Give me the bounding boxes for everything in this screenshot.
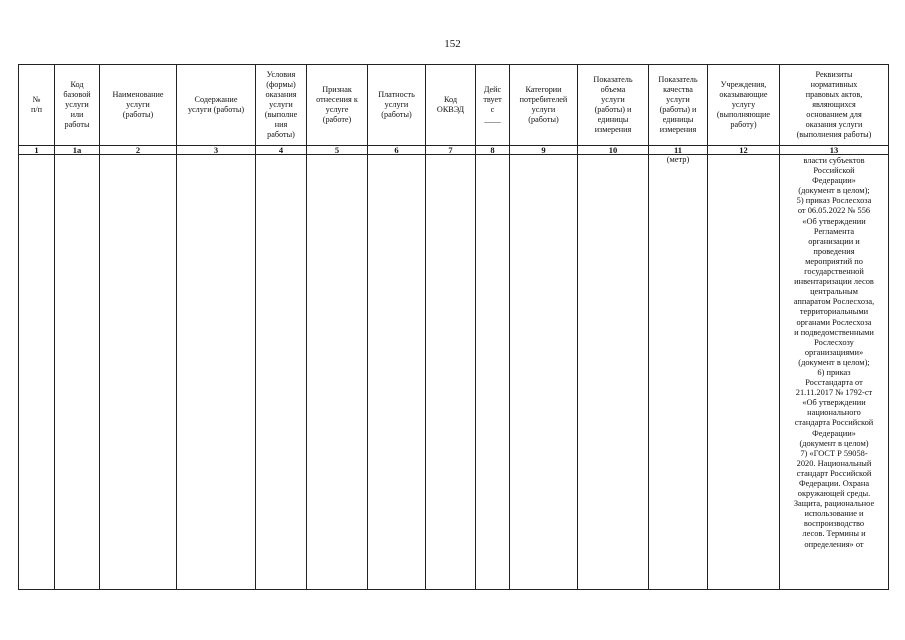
cell-text-line: стандарт Российской — [796, 468, 872, 478]
column-header-line: оказания услуги — [805, 120, 863, 129]
cell-text-line: территориальными — [799, 307, 869, 317]
column-header-line: (работы) — [122, 110, 154, 119]
column-header-13 — [780, 65, 889, 146]
column-header-line: ОКВЭД — [436, 105, 465, 114]
cell-text-line: органами Рослесхоза — [796, 317, 872, 327]
cell-text-line: воспроизводство — [803, 519, 865, 529]
cell-text-line: национального — [807, 408, 861, 418]
column-header-line: правовых актов, — [805, 90, 863, 99]
column-header-3 — [177, 65, 256, 146]
cell-text-line: Росстандарта от — [805, 378, 863, 388]
cell-text-line: использование и — [804, 509, 864, 519]
cell-text-line: (документ в целом) — [799, 438, 869, 448]
cell-text-line: Российской — [813, 166, 855, 176]
column-header-7 — [426, 65, 476, 146]
cell-text-line: Регламента — [813, 226, 855, 236]
column-header-line: (формы) — [266, 80, 296, 89]
column-header-line: работы) — [267, 130, 295, 139]
cell-text-line: 6) приказ — [817, 367, 851, 377]
column-header-line: п/п — [30, 105, 43, 114]
table-row — [19, 155, 889, 590]
column-header-line: Платность — [378, 90, 415, 99]
column-header-line: Код — [70, 80, 84, 89]
cell-text-line: (документ в целом); — [798, 357, 870, 367]
column-header-line: услуги — [601, 95, 625, 104]
column-header-5 — [307, 65, 368, 146]
cell-text-line: «Об утверждении — [802, 398, 866, 408]
column-header-line: Содержание — [194, 95, 238, 104]
column-header-line: (выполнения работы) — [796, 130, 872, 139]
column-header-line: Наименование — [112, 90, 164, 99]
column-header-2 — [100, 65, 177, 146]
cell-text-line: «Об утверждении — [802, 216, 866, 226]
column-header-line: (работы) и — [659, 105, 697, 114]
column-header-line: единицы — [597, 115, 629, 124]
column-header-line: оказания — [265, 90, 297, 99]
column-number: 9 — [510, 146, 578, 155]
column-header-line: услуги (работы) — [187, 105, 245, 114]
header-row — [19, 65, 889, 146]
cell-3 — [177, 155, 256, 590]
column-header-6 — [368, 65, 426, 146]
column-header-line: единицы — [662, 115, 694, 124]
column-header-line: или — [70, 110, 84, 119]
page-number: 152 — [444, 38, 461, 50]
cell-text-line: и подведомственными — [794, 327, 874, 337]
cell-text-line: Защита, рациональное — [793, 499, 875, 509]
column-header-10 — [578, 65, 649, 146]
column-number: 1 — [19, 146, 55, 155]
services-table — [18, 64, 889, 590]
column-number: 6 — [368, 146, 426, 155]
cell-8 — [476, 155, 510, 590]
column-number-row — [19, 146, 889, 155]
cell-5 — [307, 155, 368, 590]
cell-text-line: лесов. Термины и — [802, 529, 866, 539]
column-number: 4 — [256, 146, 307, 155]
column-header-9 — [510, 65, 578, 146]
column-header-line: твует — [483, 95, 502, 104]
column-header-line: (работе) — [322, 115, 352, 124]
column-header-line: услугу — [731, 100, 756, 109]
column-header-n — [19, 65, 55, 146]
cell-text-line: организации и — [808, 236, 860, 246]
column-header-line: отнесения к — [316, 95, 358, 104]
cell-9 — [510, 155, 578, 590]
column-header-line: работы — [64, 120, 90, 129]
column-header-line: объема — [600, 85, 626, 94]
cell-text-line: Федерации» — [812, 428, 856, 438]
cell-text-line: власти субъектов — [803, 156, 865, 165]
column-header-line: (выполне — [264, 110, 298, 119]
column-header-line: оказывающие — [719, 90, 768, 99]
column-header-line: услуги — [269, 100, 293, 109]
cell-12 — [708, 155, 780, 590]
column-header-line: услуги — [384, 100, 409, 109]
column-number: 12 — [708, 146, 780, 155]
cell-text-line: Федерации. Охрана — [798, 479, 870, 488]
column-header-4 — [256, 65, 307, 146]
column-header-line: услуги — [126, 100, 150, 109]
column-header-line: Условия — [266, 70, 296, 79]
cell-text-line: организациями» — [804, 347, 864, 357]
column-header-line: (выполняющие — [716, 110, 771, 119]
cell-text-line: инвентаризации лесов — [794, 277, 874, 287]
column-header-line: № — [32, 95, 41, 104]
cell-2 — [100, 155, 177, 590]
column-number: 5 — [307, 146, 368, 155]
cell-11 — [649, 155, 708, 590]
column-number: 3 — [177, 146, 256, 155]
cell-text-line: окружающей среды. — [797, 489, 871, 499]
column-header-line: услуге — [325, 105, 349, 114]
cell-text-line: Федерации» — [812, 176, 856, 186]
column-number: 2 — [100, 146, 177, 155]
column-number: 7 — [426, 146, 476, 155]
cell-text-line: 21.11.2017 № 1792-ст — [795, 388, 873, 398]
column-number: 10 — [578, 146, 649, 155]
column-header-line: потребителей — [519, 95, 568, 104]
column-number: 1а — [55, 146, 100, 155]
cell-text-line: аппаратом Рослесхоза, — [793, 297, 875, 307]
cell-4 — [256, 155, 307, 590]
cell-text-line: проведения — [813, 246, 855, 256]
column-header-1a — [55, 65, 100, 146]
column-header-line: услуги — [65, 100, 89, 109]
column-header-12 — [708, 65, 780, 146]
cell-7 — [426, 155, 476, 590]
column-header-line: Учреждения, — [720, 80, 767, 89]
column-header-line: услуги — [666, 95, 690, 104]
column-header-line: Дейс — [483, 85, 502, 94]
column-header-line: Реквизиты — [815, 70, 853, 79]
column-header-line: Показатель — [593, 75, 633, 84]
column-header-line: являющихся — [812, 100, 856, 109]
column-header-line: услуги — [531, 105, 556, 114]
column-header-line: измерения — [594, 125, 632, 134]
cell-text-line: (документ в целом); — [798, 186, 870, 196]
column-header-line: с — [490, 105, 495, 114]
cell-text-line: 5) приказ Рослесхоза — [796, 196, 872, 206]
cell-10 — [578, 155, 649, 590]
column-header-line: измерения — [659, 125, 697, 134]
column-header-line: Показатель — [658, 75, 698, 84]
column-header-8 — [476, 65, 510, 146]
cell-text-line: стандарта Российской — [794, 418, 874, 428]
column-header-line: работу) — [730, 120, 757, 129]
column-header-11 — [649, 65, 708, 146]
column-header-line: качества — [663, 85, 693, 94]
cell-text-line: 7) «ГОСТ Р 59058- — [800, 448, 868, 458]
cell-text-line: 2020. Национальный — [796, 458, 872, 468]
column-header-line: Признак — [322, 85, 352, 94]
column-header-line: (работы) — [528, 115, 559, 124]
cell-text-line: центральным — [810, 287, 858, 297]
cell-n — [19, 155, 55, 590]
column-number: 13 — [780, 146, 889, 155]
column-number: 11 — [649, 146, 708, 155]
cell-6 — [368, 155, 426, 590]
cell-1a — [55, 155, 100, 590]
column-number: 8 — [476, 146, 510, 155]
column-header-line: ____ — [484, 115, 501, 124]
column-header-line: (работы) — [381, 110, 412, 119]
column-header-line: основанием для — [806, 110, 862, 119]
column-header-line: (работы) и — [594, 105, 632, 114]
cell-text-line: от 06.05.2022 № 556 — [797, 206, 871, 216]
cell-13 — [780, 155, 889, 590]
cell-text-line: определения» от — [804, 539, 864, 549]
cell-text-line: государственной — [804, 267, 864, 277]
cell-text-line: мероприятий по — [805, 256, 863, 266]
column-header-line: базовой — [63, 90, 91, 99]
column-header-line: Код — [443, 95, 458, 104]
cell-text-line: (метр) — [666, 155, 690, 164]
column-header-line: ния — [274, 120, 288, 129]
column-header-line: нормативных — [810, 80, 858, 89]
cell-text-line: Рослесхозу — [814, 337, 854, 347]
column-header-line: Категории — [525, 85, 562, 94]
